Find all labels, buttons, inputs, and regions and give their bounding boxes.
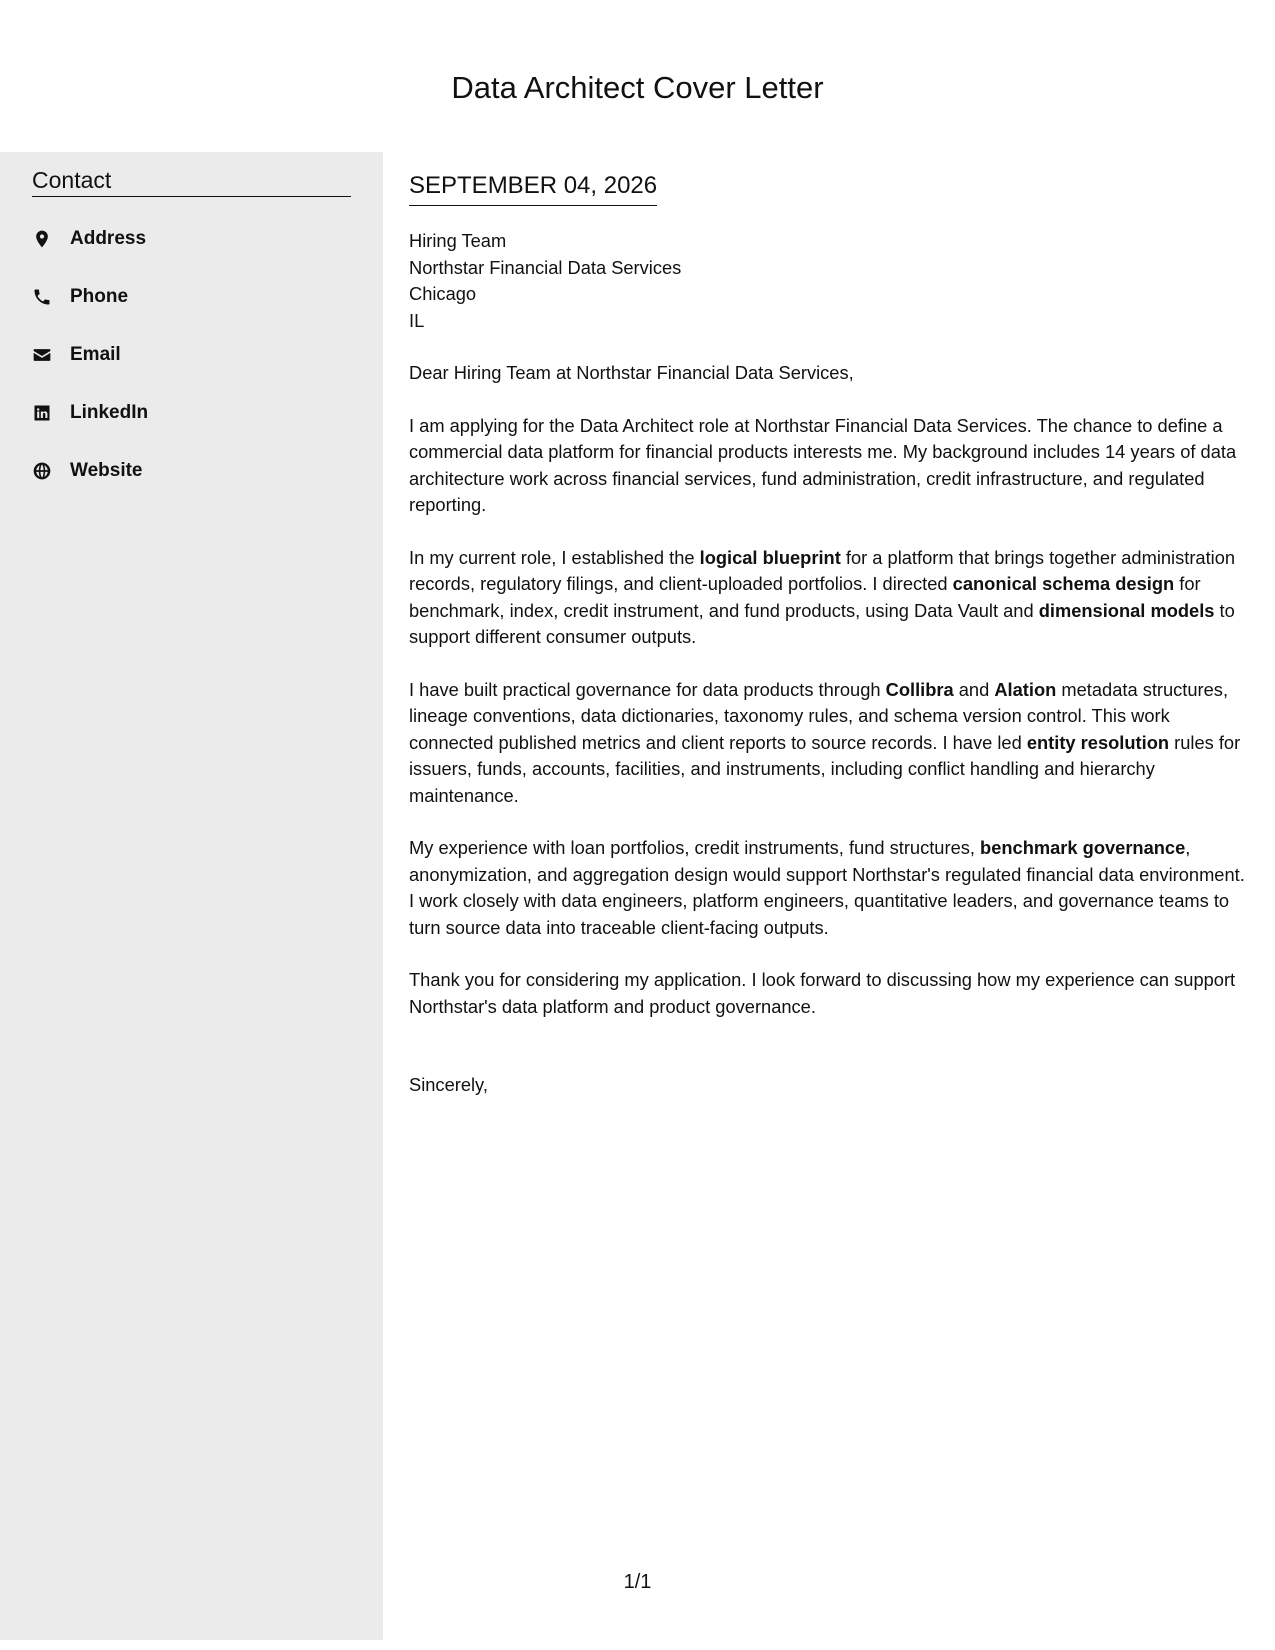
- p3-text-3: metadata structures, lineage conventions, data dictionaries, taxonomy rules, and schema version control. This work connected published metrics and client reports to source records. I have led: [409, 678, 1229, 753]
- paragraph-1: I am applying for the Data Architect role at Northstar Financial Data Services. The chance to define a commercial data platform for financial products interests me. My background includes 14 years of data architecture work across financial services, fund administration, credit infrastructure, and regulated reporting.: [409, 414, 1237, 515]
- p3-bold-2: Alation: [994, 678, 1057, 700]
- contact-label-linkedin: LinkedIn: [70, 402, 149, 423]
- page-title: Data Architect Cover Letter: [451, 70, 824, 105]
- contact-item-address[interactable]: [32, 210, 148, 268]
- p4-text-1: My experience with loan portfolios, credit instruments, fund structures,: [409, 837, 981, 858]
- closing: Sincerely,: [409, 1074, 488, 1095]
- recipient-team: Hiring Team: [409, 230, 507, 251]
- recipient-state: IL: [409, 309, 425, 331]
- contact-label-address: Address: [70, 228, 147, 249]
- linkedin-icon: [32, 401, 58, 425]
- paragraph-3: [409, 677, 1254, 810]
- map-pin-icon: [32, 227, 58, 251]
- paragraph-2: [409, 545, 1254, 651]
- p2-text-1: In my current role, I established the: [409, 546, 700, 568]
- contact-label-phone: Phone: [70, 286, 129, 307]
- p2-bold-3: dimensional models: [1038, 599, 1215, 621]
- p3-text-1: I have built practical governance for data products through: [409, 678, 886, 700]
- contact-item-phone[interactable]: [32, 268, 148, 326]
- letter-body: [409, 165, 1254, 1099]
- p2-text-4: to support different consumer outputs.: [409, 599, 1235, 647]
- recipient-company: Northstar Financial Data Services: [409, 256, 682, 278]
- p3-text-4: rules for issuers, funds, accounts, facilities, and instruments, including conflict handling and hierarchy maintenance.: [409, 731, 1241, 806]
- recipient-block: [409, 228, 1254, 334]
- p3-bold-3: entity resolution: [1026, 731, 1170, 753]
- recipient-city: Chicago: [409, 283, 477, 304]
- salutation: Dear Hiring Team at Northstar Financial Data Services,: [409, 362, 854, 383]
- contact-label-website: Website: [70, 460, 143, 481]
- p2-text-2: for a platform that brings together administration records, regulatory filings, and client-uploaded portfolios. I directed: [409, 546, 1236, 594]
- paragraph-4: [409, 835, 1254, 941]
- globe-icon: [32, 459, 58, 483]
- contact-list: [32, 210, 148, 500]
- page-number: 1/1: [623, 1571, 652, 1593]
- contact-item-email[interactable]: [32, 326, 148, 384]
- p3-bold-1: Collibra: [885, 678, 954, 700]
- phone-icon: [32, 285, 58, 309]
- envelope-icon: [32, 343, 58, 367]
- p2-bold-1: logical blueprint: [699, 546, 841, 568]
- p3-text-2: and: [953, 678, 995, 700]
- contact-item-website[interactable]: [32, 442, 148, 500]
- paragraph-5: Thank you for considering my application. I look forward to discussing how my experience can support Northstar's data platform and product governance.: [409, 969, 1236, 1017]
- contact-label-email: Email: [70, 344, 121, 365]
- contact-heading: Contact: [32, 167, 351, 197]
- p4-text-2: , anonymization, and aggregation design would support Northstar's regulated financial data environment. I work closely with data engineers, platform engineers, quantitative leaders, and governance teams to turn source data into traceable client-facing outputs.: [409, 837, 1245, 938]
- p2-bold-2: canonical schema design: [952, 573, 1175, 594]
- p2-text-3: for benchmark, index, credit instrument, and fund products, using Data Vault and: [409, 573, 1201, 621]
- letter-date: SEPTEMBER 04, 2026: [409, 170, 657, 206]
- p4-bold-1: benchmark governance: [980, 837, 1186, 858]
- contact-item-linkedin[interactable]: [32, 384, 148, 442]
